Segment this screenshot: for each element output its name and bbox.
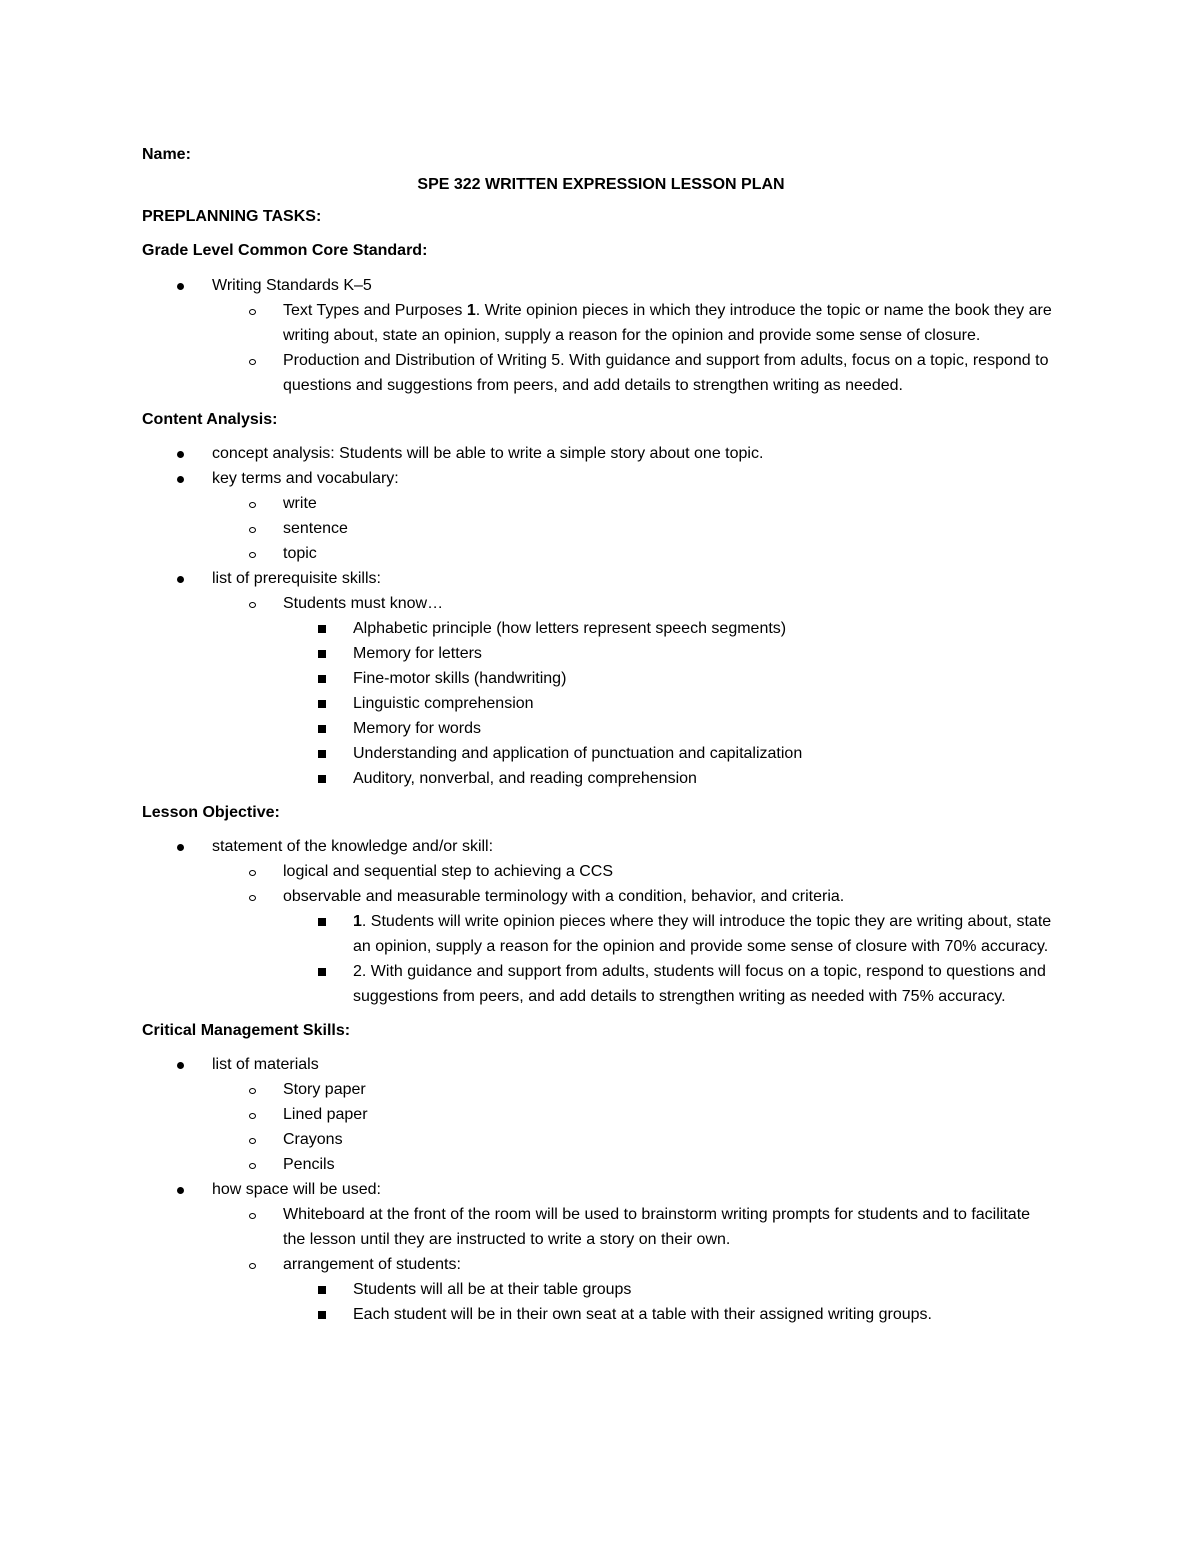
content-analysis-heading: Content Analysis: <box>142 411 278 428</box>
square-bullet-icon <box>318 666 326 691</box>
list-item: list of prerequisite skills: <box>142 566 1062 591</box>
list-item: 1. Students will write opinion pieces where they will introduce the topic they are writing about, state an opinion, supply a reason for the opinion and provide some sense of closure with 70% accuracy. <box>142 909 1062 959</box>
circle-bullet-icon <box>249 1077 256 1102</box>
list-item: how space will be used: <box>142 1177 1062 1202</box>
list-item: Alphabetic principle (how letters represent speech segments) <box>142 616 1062 641</box>
list-item: list of materials <box>142 1052 1062 1077</box>
list-item: Production and Distribution of Writing 5. With guidance and support from adults, focus on a topic, respond to questions and suggestions from peers, and add details to strengthen writing as needed. <box>142 348 1062 398</box>
circle-bullet-icon <box>249 348 256 373</box>
list-item: 2. With guidance and support from adults, students will focus on a topic, respond to questions and suggestions from peers, and add details to strengthen writing as needed with 75% accuracy. <box>142 959 1062 1009</box>
circle-bullet-icon <box>249 1202 256 1227</box>
circle-bullet-icon <box>249 859 256 884</box>
list-item: Memory for letters <box>142 641 1062 666</box>
circle-bullet-icon <box>249 298 256 323</box>
list-item: Memory for words <box>142 716 1062 741</box>
disc-bullet-icon <box>177 1177 184 1202</box>
disc-bullet-icon <box>177 273 184 298</box>
name-label: Name: <box>142 146 191 163</box>
list-item: Linguistic comprehension <box>142 691 1062 716</box>
disc-bullet-icon <box>177 466 184 491</box>
list-item: Auditory, nonverbal, and reading comprehension <box>142 766 1062 791</box>
list-item: concept analysis: Students will be able to write a simple story about one topic. <box>142 441 1062 466</box>
circle-bullet-icon <box>249 884 256 909</box>
disc-bullet-icon <box>177 834 184 859</box>
disc-bullet-icon <box>177 1052 184 1077</box>
list-item: Story paper <box>142 1077 1062 1102</box>
square-bullet-icon <box>318 691 326 716</box>
square-bullet-icon <box>318 1302 326 1327</box>
circle-bullet-icon <box>249 516 256 541</box>
list-item: Pencils <box>142 1152 1062 1177</box>
square-bullet-icon <box>318 959 326 984</box>
list-item: Students must know… <box>142 591 1062 616</box>
disc-bullet-icon <box>177 441 184 466</box>
square-bullet-icon <box>318 1277 326 1302</box>
circle-bullet-icon <box>249 1127 256 1152</box>
square-bullet-icon <box>318 741 326 766</box>
circle-bullet-icon <box>249 541 256 566</box>
list-item: write <box>142 491 1062 516</box>
square-bullet-icon <box>318 909 326 934</box>
list-item: Whiteboard at the front of the room will be used to brainstorm writing prompts for students and to facilitate the lesson until they are instructed to write a story on their own. <box>142 1202 1062 1252</box>
list-item: Understanding and application of punctuation and capitalization <box>142 741 1062 766</box>
circle-bullet-icon <box>249 1252 256 1277</box>
list-item: key terms and vocabulary: <box>142 466 1062 491</box>
circle-bullet-icon <box>249 491 256 516</box>
square-bullet-icon <box>318 616 326 641</box>
square-bullet-icon <box>318 716 326 741</box>
critical-management-heading: Critical Management Skills: <box>142 1022 351 1039</box>
grade-level-heading: Grade Level Common Core Standard: <box>142 242 428 259</box>
square-bullet-icon <box>318 641 326 666</box>
disc-bullet-icon <box>177 566 184 591</box>
list-item: topic <box>142 541 1062 566</box>
list-item: arrangement of students: <box>142 1252 1062 1277</box>
list-item: Lined paper <box>142 1102 1062 1127</box>
list-item: sentence <box>142 516 1062 541</box>
circle-bullet-icon <box>249 1102 256 1127</box>
circle-bullet-icon <box>249 1152 256 1177</box>
square-bullet-icon <box>318 766 326 791</box>
list-item: Writing Standards K–5 <box>142 273 1062 298</box>
list-item: Fine-motor skills (handwriting) <box>142 666 1062 691</box>
lesson-objective-heading: Lesson Objective: <box>142 804 280 821</box>
document-title: SPE 322 WRITTEN EXPRESSION LESSON PLAN <box>417 176 785 193</box>
list-item: Text Types and Purposes 1. Write opinion pieces in which they introduce the topic or name the book they are writing about, state an opinion, supply a reason for the opinion and provide some sense of closure. <box>142 298 1062 348</box>
list-item: statement of the knowledge and/or skill: <box>142 834 1062 859</box>
list-item: Each student will be in their own seat at a table with their assigned writing groups. <box>142 1302 1062 1327</box>
list-item: observable and measurable terminology with a condition, behavior, and criteria. <box>142 884 1062 909</box>
preplanning-heading: PREPLANNING TASKS: <box>142 208 322 225</box>
circle-bullet-icon <box>249 591 256 616</box>
list-item: logical and sequential step to achieving a CCS <box>142 859 1062 884</box>
lesson-plan-content <box>142 142 1062 1327</box>
list-item: Crayons <box>142 1127 1062 1152</box>
list-item: Students will all be at their table groups <box>142 1277 1062 1302</box>
